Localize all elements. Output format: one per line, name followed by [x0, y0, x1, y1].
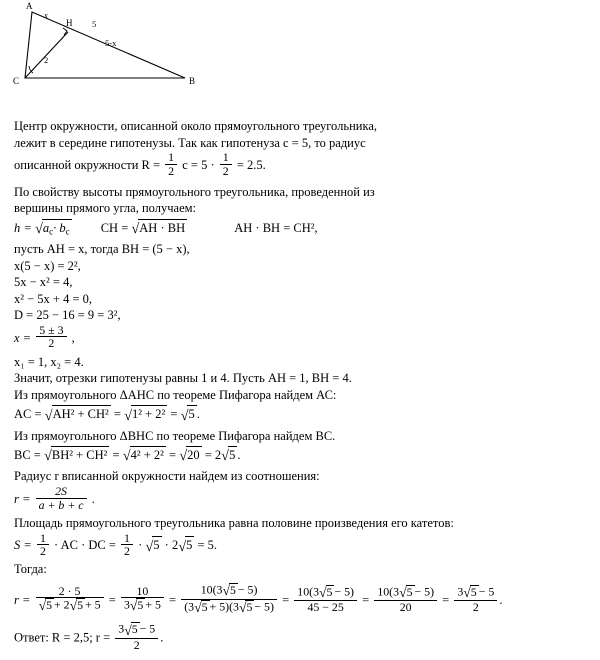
eq-h-label: h = [14, 221, 32, 235]
sqrt-sign-12: √ [38, 598, 47, 614]
inradius-period: . [91, 491, 95, 506]
f4-num-b: − 5) [334, 584, 354, 599]
f6-num-a: 3 [457, 584, 464, 599]
bc-eq-3: = 2 [204, 448, 222, 463]
label-2: 2 [44, 55, 49, 65]
paragraph-1-line-2: лежит в середине гипотенузы. Так как гипотенуза c = 5, то радиус [14, 135, 366, 150]
equals-3: = [282, 592, 290, 607]
sqrt-body-17: 5 [246, 599, 253, 614]
bc-equation [14, 446, 590, 466]
ac-equation [14, 405, 590, 425]
area-dot-2: · 2 [164, 538, 179, 553]
paragraph-3: Значит, отрезки гипотенузы равны 1 и 4. Пусть AH = 1, BH = 4. [14, 371, 352, 386]
a-sub-index: c [49, 226, 54, 237]
ans-num-a: 3 [118, 621, 125, 636]
paragraph-8: Тогда: [14, 562, 47, 577]
sqrt-body-20: 5 [470, 584, 477, 599]
sqrt-body-7: 4² + 2² [130, 448, 164, 463]
final-f3-den [181, 600, 277, 616]
f6-num-b: − 5 [478, 584, 495, 599]
final-f1-den [36, 598, 104, 614]
sqrt-sign-4: √ [124, 407, 132, 424]
answer-den: 2 [133, 637, 140, 652]
f5-num-b: − 5) [414, 584, 435, 599]
area-ac-dc: · AC · DC = [54, 538, 116, 553]
s-label: S = [14, 538, 32, 553]
bc-eq-1: = [112, 448, 120, 463]
sqrt-f2 [130, 598, 145, 614]
sqrt-body-12: 5 [46, 598, 52, 613]
sqrt-sign-6: √ [43, 448, 52, 465]
sqrt-ac-1 [45, 405, 111, 425]
final-f6-den: 2 [472, 600, 479, 615]
label-A: A [26, 1, 33, 11]
answer-fraction [115, 622, 158, 651]
roots-fraction [36, 324, 66, 350]
equals-5: = [442, 592, 450, 607]
sqrt-sign-5: √ [180, 407, 189, 424]
paragraph-6: Радиус r вписанной окружности найдем из соотношения: [14, 469, 320, 484]
f3-den-b: + 5)(3 [209, 599, 239, 614]
f3-den-c: − 5) [254, 599, 274, 614]
sqrt-sign-13: √ [69, 598, 78, 614]
f2-a: 3 [123, 597, 130, 612]
final-f2-den [121, 598, 164, 614]
triangle-figure [0, 0, 600, 108]
sqrt-body-18: 5 [326, 584, 333, 599]
answer-line [14, 621, 590, 653]
bc-period: . [237, 448, 241, 463]
sqrt-f5-num [399, 585, 414, 601]
sqrt-ac-2 [124, 405, 167, 425]
equation-1: x(5 − x) = 2², [14, 258, 81, 273]
final-computation [14, 582, 590, 617]
sqrt-sign-10: √ [145, 538, 154, 555]
inradius-fraction [36, 485, 87, 511]
final-fraction-6 [454, 585, 497, 614]
equals-1: = [108, 592, 116, 607]
half-fraction-4 [121, 532, 133, 558]
sqrt-body-13: 5 [77, 598, 84, 613]
sqrt-bc-1 [44, 446, 109, 466]
equals-2: = [169, 592, 177, 607]
half-fraction-1 [165, 151, 177, 177]
solution-text [14, 118, 590, 655]
sqrt-f1-2 [70, 598, 85, 614]
final-fraction-1 [36, 585, 104, 614]
label-5-minus-x: 5-x [105, 38, 117, 48]
answer-num [115, 622, 158, 639]
half-fraction-3 [37, 532, 49, 558]
f3-num-a: 10(3 [200, 582, 223, 597]
sqrt-ac-3 [181, 405, 197, 425]
sqrt-answer [124, 622, 139, 638]
f2-b: + 5 [145, 597, 161, 612]
roots-den: 2 [48, 336, 55, 351]
final-fraction-3 [181, 583, 277, 615]
sqrt-sign-19: √ [399, 584, 407, 600]
r-label: r = [14, 491, 31, 506]
bc-label: BC = [14, 448, 41, 463]
sqrt-sign-15: √ [222, 583, 230, 599]
sqrt-body-2: AH · BH [139, 220, 186, 235]
sqrt-body-19: 5 [406, 584, 413, 599]
ans-num-b: − 5 [139, 621, 156, 636]
sqrt-sign-2: √ [131, 221, 140, 238]
paragraph-2-line-1: По свойству высоты прямоугольного треугольника, проведенной из [14, 184, 375, 199]
sqrt-f3-d2 [239, 600, 254, 616]
label-5: 5 [92, 19, 97, 29]
inradius-formula [14, 484, 590, 513]
paragraph-7: Площадь прямоугольного треугольника равна половине произведения его катетов: [14, 515, 454, 530]
ac-eq-1: = [113, 407, 121, 422]
half-num-1: 1 [165, 151, 177, 164]
sqrt-bc-3 [179, 446, 201, 466]
eq-ahbh-ch2: AH · BH = CH², [234, 221, 318, 235]
sqrt-body-10: 5 [153, 538, 160, 553]
height-property-equation [14, 219, 590, 239]
sqrt-sign-8: √ [179, 448, 188, 465]
inradius-num: 2S [36, 485, 87, 498]
label-x: x [44, 10, 48, 20]
roots-comma: , [71, 330, 75, 345]
label-C: C [13, 76, 20, 86]
paragraph-5: Из прямоугольного ΔВНС по теореме Пифагора найдем ВС. [14, 428, 336, 443]
final-f4-num [294, 585, 357, 602]
b-sub-c: · b [53, 220, 66, 235]
answer-label: Ответ: R = 2,5; r = [14, 630, 111, 645]
paragraph-4: Из прямоугольного ΔАНС по теореме Пифагора найдем АС: [14, 387, 337, 402]
ac-label: AC = [14, 407, 42, 422]
sqrt-body-5: 5 [188, 407, 195, 422]
let-ah-x: пусть AH = x, тогда BH = (5 − x), [14, 242, 190, 257]
answer-period: . [160, 630, 164, 645]
sqrt-sign-18: √ [319, 584, 327, 600]
sqrt-body-16: 5 [201, 599, 208, 614]
sqrt-f3-d1 [194, 600, 209, 616]
sqrt-f1-1 [39, 598, 54, 614]
equation-3: x² − 5x + 4 = 0, [14, 291, 93, 306]
paragraph-1-line-3 [14, 150, 590, 179]
radius-text-c: = 2.5. [236, 157, 266, 172]
final-f2-num: 10 [121, 585, 164, 598]
f3-den-a: (3 [184, 599, 195, 614]
sqrt-body-1 [42, 219, 72, 238]
final-f5-num [374, 585, 437, 602]
label-H: H [66, 18, 73, 28]
sqrt-body-21: 5 [131, 622, 138, 637]
final-r-label: r = [14, 592, 31, 607]
discriminant: D = 25 − 16 = 9 = 3², [14, 308, 121, 323]
sqrt-sign-20: √ [463, 584, 471, 600]
inradius-den: a + b + c [38, 497, 84, 512]
sqrt-area-2 [178, 536, 194, 556]
triangle-svg [0, 0, 600, 108]
sqrt-sign-17: √ [238, 600, 247, 615]
area-result: = 5. [197, 538, 218, 553]
sqrt-sign-11: √ [178, 538, 187, 555]
roots-values: x₁ = 1, x₂ = 4. [14, 354, 84, 369]
final-fraction-5 [374, 585, 437, 614]
sqrt-ah-bh [131, 219, 187, 239]
sqrt-body-6: BH² + CH² [51, 448, 108, 463]
equation-2: 5x − x² = 4, [14, 275, 73, 290]
f3-num-b: − 5) [237, 582, 258, 597]
area-equation [14, 530, 590, 559]
eq-ch-label: CH = [100, 221, 129, 235]
half-num-4: 1 [121, 532, 133, 545]
bc-eq-2: = [169, 448, 177, 463]
sqrt-ac-bc [35, 219, 72, 239]
a-sub-c: a [42, 220, 50, 235]
half-den-2: 2 [222, 163, 229, 178]
sqrt-sign-3: √ [44, 407, 53, 424]
half-fraction-2 [220, 151, 232, 177]
sqrt-f4-num [319, 585, 334, 601]
b-sub-index: c [65, 226, 70, 237]
sqrt-body-11: 5 [186, 538, 193, 553]
equals-4: = [362, 592, 370, 607]
f5-num-a: 10(3 [377, 584, 400, 599]
final-f6-num [454, 585, 497, 602]
final-f3-num [181, 583, 277, 600]
sqrt-bc-2 [123, 446, 166, 466]
sqrt-body-15: 5 [229, 583, 236, 598]
sqrt-body-9: 5 [229, 448, 236, 463]
sqrt-sign-21: √ [124, 622, 132, 638]
paragraph-1-line-1: Центр окружности, описанной около прямоугольного треугольника, [14, 119, 378, 133]
final-fraction-4 [294, 585, 357, 614]
sqrt-body-3: AH² + CH² [52, 407, 109, 422]
radius-text-a: описанной окружности R = [14, 157, 161, 172]
final-f1-num: 2 · 5 [36, 585, 104, 598]
paragraph-2-line-2: вершины прямого угла, получаем: [14, 201, 197, 216]
sqrt-sign-9: √ [221, 448, 230, 465]
sqrt-f6-num [463, 585, 478, 601]
f1-mid: + 2 [54, 597, 70, 612]
half-num-2: 1 [220, 151, 232, 164]
roots-num: 5 ± 3 [36, 324, 66, 337]
sqrt-body-14: 5 [137, 598, 144, 613]
equation-roots-formula [14, 323, 590, 352]
sqrt-bc-4 [221, 446, 237, 466]
sqrt-sign-7: √ [122, 448, 131, 465]
final-fraction-2 [121, 585, 164, 614]
sqrt-f3-num [222, 583, 237, 599]
label-B: B [189, 76, 196, 86]
ac-eq-2: = [170, 407, 178, 422]
sqrt-sign-16: √ [194, 600, 202, 615]
sqrt-body-4: 1² + 2² [131, 407, 166, 422]
half-den-3: 2 [39, 544, 46, 559]
final-f5-den: 20 [399, 600, 412, 615]
f1-end: + 5 [85, 597, 101, 612]
area-dot-1: · [138, 538, 143, 553]
ac-period: . [196, 407, 200, 422]
half-num-3: 1 [37, 532, 49, 545]
sqrt-sign-1: √ [34, 221, 43, 238]
radius-text-b: c = 5 · [182, 157, 215, 172]
x-equals: x = [14, 330, 32, 345]
final-period: . [499, 592, 503, 607]
sqrt-body-8: 20 [187, 448, 200, 463]
half-den-4: 2 [124, 544, 130, 559]
f4-num-a: 10(3 [297, 584, 320, 599]
sqrt-sign-14: √ [129, 598, 138, 614]
sqrt-area-1 [145, 536, 161, 556]
half-den-1: 2 [168, 163, 175, 178]
final-f4-den: 45 − 25 [307, 600, 344, 615]
